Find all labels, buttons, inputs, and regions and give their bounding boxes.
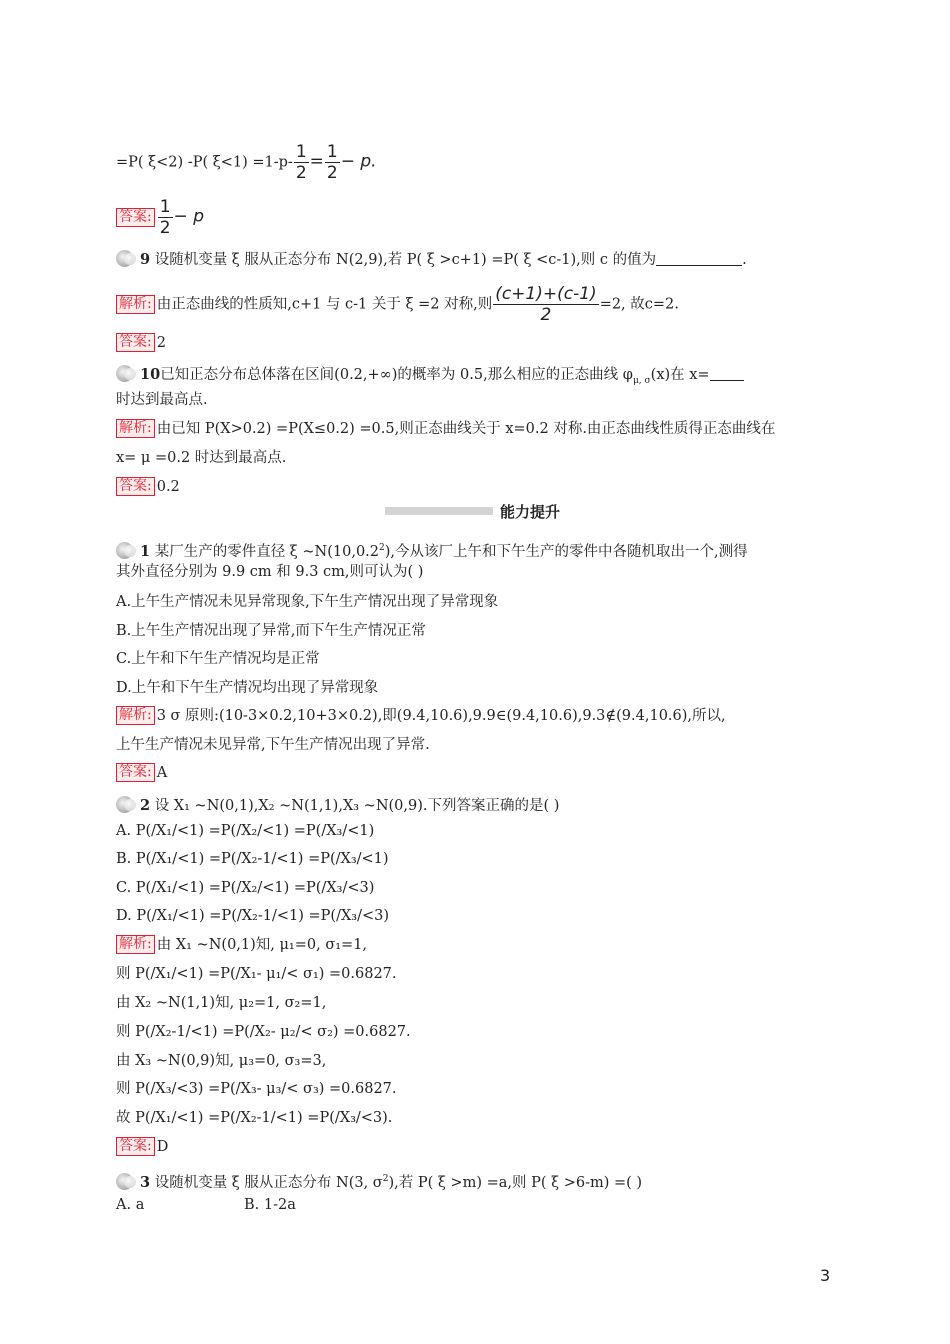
p2-solution-line bbox=[116, 993, 326, 1013]
solution-text-line2: 上午生产情况未见异常,下午生产情况出现了异常. bbox=[116, 737, 430, 753]
question-text-cont: ),今从该厂上午和下午生产的零件中各随机取出一个,测得 bbox=[384, 543, 748, 560]
question-10 bbox=[116, 365, 744, 391]
option-a: A. a bbox=[116, 1197, 145, 1213]
p1-solution-line2 bbox=[116, 735, 430, 755]
answer-text: D bbox=[156, 1139, 169, 1155]
fraction-denominator: 2 bbox=[159, 218, 171, 238]
section-title: 能力提升 bbox=[500, 504, 561, 521]
q10-line2 bbox=[116, 390, 208, 410]
q10-solution-line2 bbox=[116, 448, 286, 468]
option-a: A. P(/X₁/<1) =P(/X₂/<1) =P(/X₃/<1) bbox=[116, 823, 375, 839]
answer-label: 答案: bbox=[116, 1137, 155, 1156]
p3-options bbox=[116, 1195, 296, 1215]
answer-label: 答案: bbox=[116, 208, 155, 227]
option-b: B. 1-2a bbox=[244, 1197, 296, 1213]
question-bullet-icon bbox=[116, 250, 138, 267]
solution-text: 由 X₁ ~N(0,1)知, μ₁=0, σ₁=1, bbox=[156, 937, 368, 953]
p2-answer bbox=[116, 1137, 168, 1157]
p2-option-c bbox=[116, 878, 374, 898]
solution-text: 由已知 P(X>0.2) =P(X≤0.2) =0.5,则正态曲线关于 x=0.2 对称.由正态曲线性质得正态曲线在 bbox=[156, 421, 776, 437]
answer-text: 2 bbox=[156, 335, 166, 351]
p1-solution bbox=[116, 706, 726, 726]
p2-option-b bbox=[116, 849, 389, 869]
fraction-denominator: 2 bbox=[326, 163, 338, 183]
question-9 bbox=[116, 250, 747, 270]
page-number: 3 bbox=[820, 1266, 831, 1285]
answer-text: − p bbox=[173, 206, 204, 227]
option-c: C. P(/X₁/<1) =P(/X₂/<1) =P(/X₃/<3) bbox=[116, 880, 375, 896]
question-text: 设随机变量 ξ 服从正态分布 N(2,9),若 P( ξ >c+1) =P( ξ <c-1),则 c 的值为 bbox=[154, 252, 657, 268]
question-text-cont: (x)在 x= bbox=[650, 367, 710, 383]
fraction bbox=[325, 142, 340, 183]
answer-blank bbox=[656, 265, 742, 266]
answer-text: A bbox=[156, 765, 168, 781]
solution-text-line2: x= μ =0.2 时达到最高点. bbox=[116, 450, 287, 466]
fraction bbox=[493, 284, 598, 325]
superscript: 2 bbox=[379, 543, 385, 553]
solution-label: 解析: bbox=[116, 935, 155, 954]
question-bullet-icon bbox=[116, 1173, 138, 1190]
section-divider bbox=[385, 507, 493, 515]
solution-tail: =2, 故c=2. bbox=[599, 296, 679, 313]
answer-label: 答案: bbox=[116, 477, 155, 496]
question-bullet-icon bbox=[116, 365, 138, 382]
answer-line bbox=[116, 197, 204, 238]
p1-option-d bbox=[116, 678, 378, 698]
question-number: 2 bbox=[140, 797, 151, 814]
p1-answer bbox=[116, 763, 167, 783]
q10-solution bbox=[116, 419, 775, 439]
answer-text: 0.2 bbox=[156, 479, 180, 495]
fraction-denominator: 2 bbox=[295, 163, 307, 183]
p2-option-a bbox=[116, 821, 374, 841]
question-p1 bbox=[116, 538, 748, 562]
question-p2 bbox=[116, 796, 559, 816]
answer-label: 答案: bbox=[116, 333, 155, 352]
option-a: A.上午生产情况未见异常现象,下午生产情况出现了异常现象 bbox=[116, 594, 499, 610]
solution-text: 则 P(/X₂-1/<1) =P(/X₂- μ₂/< σ₂) =0.6827. bbox=[116, 1024, 411, 1040]
answer-label: 答案: bbox=[116, 763, 155, 782]
equals-sign: = bbox=[309, 151, 324, 172]
p2-option-d bbox=[116, 906, 389, 926]
p2-solution-line bbox=[116, 1108, 392, 1128]
subscript: μ, σ bbox=[632, 375, 651, 386]
question-bullet-icon bbox=[116, 796, 138, 813]
option-d: D. P(/X₁/<1) =P(/X₂-1/<1) =P(/X₃/<3) bbox=[116, 908, 390, 924]
solution-text: 3 σ 原则:(10-3×0.2,10+3×0.2),即(9.4,10.6),9.9∈(9.4,10.6),9.3∉(9.4,10.6),所以, bbox=[156, 708, 726, 724]
option-d: D.上午和下午生产情况均出现了异常现象 bbox=[116, 680, 379, 696]
solution-text: 故 P(/X₁/<1) =P(/X₂-1/<1) =P(/X₃/<3). bbox=[116, 1110, 393, 1126]
question-text: 设 X₁ ~N(0,1),X₂ ~N(1,1),X₃ ~N(0,9).下列答案正确的是( ) bbox=[154, 798, 560, 814]
question-number: 10 bbox=[140, 366, 161, 383]
question-bullet-icon bbox=[116, 542, 138, 559]
question-text-cont: ),若 P( ξ >m) =a,则 P( ξ >6-m) =( ) bbox=[388, 1174, 643, 1191]
fraction bbox=[294, 142, 309, 183]
fraction-numerator: 1 bbox=[326, 142, 338, 162]
q9-answer bbox=[116, 333, 166, 353]
solution-text: 由 X₃ ~N(0,9)知, μ₃=0, σ₃=3, bbox=[116, 1053, 327, 1069]
question-text-line2: 时达到最高点. bbox=[116, 392, 208, 408]
option-c: C.上午和下午生产情况均是正常 bbox=[116, 651, 320, 667]
p1-line2 bbox=[116, 562, 423, 582]
p2-solution bbox=[116, 935, 367, 955]
superscript: 2 bbox=[382, 1174, 389, 1184]
question-end: . bbox=[742, 252, 747, 268]
question-text: 某厂生产的零件直径 ξ ~N(10,0.2 bbox=[154, 543, 380, 560]
question-text-line2: 其外直径分别为 9.9 cm 和 9.3 cm,则可认为( ) bbox=[116, 564, 424, 580]
solution-label: 解析: bbox=[116, 419, 155, 438]
p1-option-b bbox=[116, 621, 426, 641]
solution-text: 由正态曲线的性质知,c+1 与 c-1 关于 ξ =2 对称,则 bbox=[156, 296, 493, 313]
answer-blank bbox=[710, 380, 744, 381]
fraction-numerator: (c+1)+(c-1) bbox=[495, 284, 597, 304]
fraction-denominator: 2 bbox=[540, 305, 552, 325]
question-text: 设随机变量 ξ 服从正态分布 N(3, σ bbox=[154, 1174, 383, 1191]
solution-text: 由 X₂ ~N(1,1)知, μ₂=1, σ₂=1, bbox=[116, 995, 327, 1011]
p2-solution-line bbox=[116, 1022, 411, 1042]
derivation-line bbox=[116, 142, 377, 183]
solution-label: 解析: bbox=[116, 295, 155, 314]
p1-option-a bbox=[116, 592, 498, 612]
question-number: 1 bbox=[140, 542, 151, 560]
fraction-numerator: 1 bbox=[159, 197, 171, 217]
option-b: B.上午生产情况出现了异常,而下午生产情况正常 bbox=[116, 623, 426, 639]
option-b: B. P(/X₁/<1) =P(/X₂-1/<1) =P(/X₃/<1) bbox=[116, 851, 389, 867]
q10-answer bbox=[116, 477, 180, 497]
q9-solution bbox=[116, 284, 679, 325]
p2-solution-line bbox=[116, 964, 397, 984]
question-text: 已知正态分布总体落在区间(0.2,+∞)的概率为 0.5,那么相应的正态曲线 φ bbox=[160, 367, 633, 383]
fraction-numerator: 1 bbox=[295, 142, 307, 162]
p1-option-c bbox=[116, 649, 320, 669]
derivation-tail: − p. bbox=[340, 151, 377, 172]
p2-solution-line bbox=[116, 1079, 397, 1099]
fraction bbox=[158, 197, 173, 238]
question-number: 9 bbox=[140, 251, 151, 268]
solution-label: 解析: bbox=[116, 706, 155, 725]
question-number: 3 bbox=[140, 1173, 151, 1191]
derivation-text: =P( ξ<2) -P( ξ<1) =1-p- bbox=[116, 154, 293, 171]
question-p3 bbox=[116, 1169, 642, 1193]
solution-text: 则 P(/X₁/<1) =P(/X₁- μ₁/< σ₁) =0.6827. bbox=[116, 966, 397, 982]
solution-text: 则 P(/X₃/<3) =P(/X₃- μ₃/< σ₃) =0.6827. bbox=[116, 1081, 397, 1097]
p2-solution-line bbox=[116, 1051, 326, 1071]
